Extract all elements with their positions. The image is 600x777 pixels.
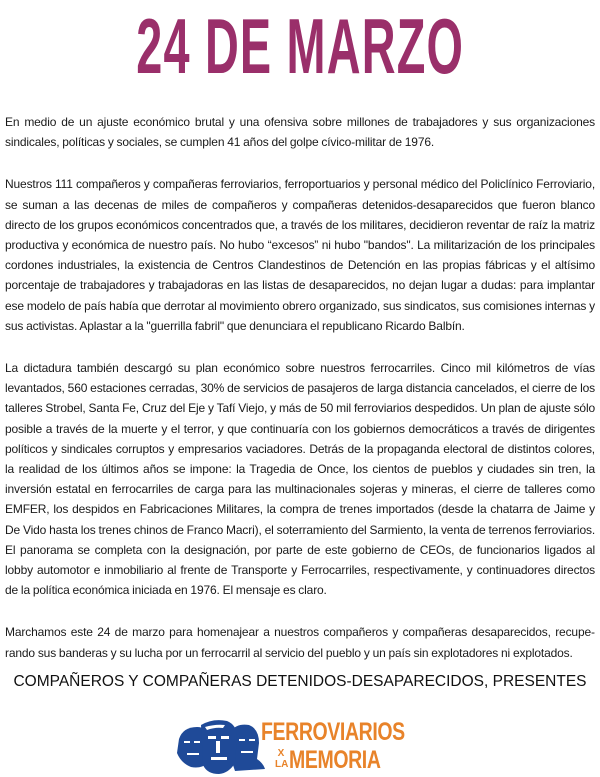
three-faces-icon — [175, 719, 265, 775]
header — [0, 0, 600, 82]
document-body — [5, 112, 595, 663]
slogan: COMPAÑEROS Y COMPAÑERAS DETENIDOS-DESAPARECIDOS, PRESENTES — [13, 672, 587, 690]
page-title: 24 DE MARZO — [136, 2, 464, 82]
paragraph-intro: En medio de un ajuste económico brutal y una ofensiva sobre millones de trabajadores y sus organizaciones sindicales, políticas y sociales, se cumplen 41 años del golpe cívico-militar de 1976. — [5, 115, 595, 150]
paragraph-march: Marchamos este 24 de marzo para homenajear a nuestros compañeros y compañeras desaparecidos, recuperando sus banderas y su lucha por un ferrocarril al servicio del pueblo y un país sin explotadores ni explotados. — [5, 625, 595, 660]
logo-text-ferroviarios: FERROVIARIOS — [261, 717, 405, 746]
ferroviarios-memoria-logo — [175, 719, 425, 775]
logo-text-x-la: X LA — [275, 747, 289, 770]
logo-text-memoria: MEMORIA — [289, 745, 381, 774]
paragraph-railways: La dictadura también descargó su plan económico sobre nuestros ferrocarriles. Cinco mil kilómetros de vías levantados, 560 estaciones cerradas, 30% de servicios de pasajeros de larga distancia cancelados, el cierre de los talleres Strobel, Santa Fe, Cruz del Eje y Tafí Viejo, y más de 50 mil ferroviarios despedidos. Un plan de ajuste sólo posible a través de la muerte y el terror, y que continuaría con los gobiernos democráticos a través de dirigentes políticos y sindicales corruptos y empresarios vaciadores. Detrás de la propaganda electoral de distintos colores, la realidad de los últimos años se impone: la Tragedia de Once, los cientos de pueblos y ciudades sin tren, la inversión estatal en ferrocarriles de carga para las multinacionales sojeras y mineras, el cierre de talleres como EMFER, los despidos en Fabricaciones Militares, la compra de trenes importados (desde la chatarra de Jaime y De Vido hasta los trenes chinos de Franco Macri), el soterramiento del Sarmiento, la venta de terrenos ferroviarios. El panorama se completa con la designación, por parte de este gobierno de CEOs, de funcionarios ligados al lobby automotor e inmobiliario al frente de Transporte y Ferrocarriles, respectivamente, y continuadores directos de la política económica iniciada en 1976. El mensaje es claro. — [5, 361, 595, 598]
paragraph-disappeared: Nuestros 111 compañeros y compañeras ferroviarios, ferroportuarios y personal médico del Policlínico Ferroviario, se suman a las decenas de miles de compañeros y compañeras detenidos-desaparecidos que fueron blanco directo de los grupos económicos concentrados que, a través de los militares, decidieron reventar de raíz la matriz productiva y económica de nuestro país. No hubo “excesos” ni hubo "bandos". La militarización de los principales cordones industriales, la existencia de Centros Clandestinos de Detención en las propias fábricas y el altísimo porcentaje de trabajadores y trabajadoras en las listas de desaparecidos, no dejan lugar a dudas: para implantar ese modelo de país había que derrotar al movimiento obrero organizado, sus sindicatos, sus comisiones internas y sus activistas. Aplastar a la "guerrilla fabril" que denunciara el republicano Ricardo Balbín. — [5, 177, 595, 333]
